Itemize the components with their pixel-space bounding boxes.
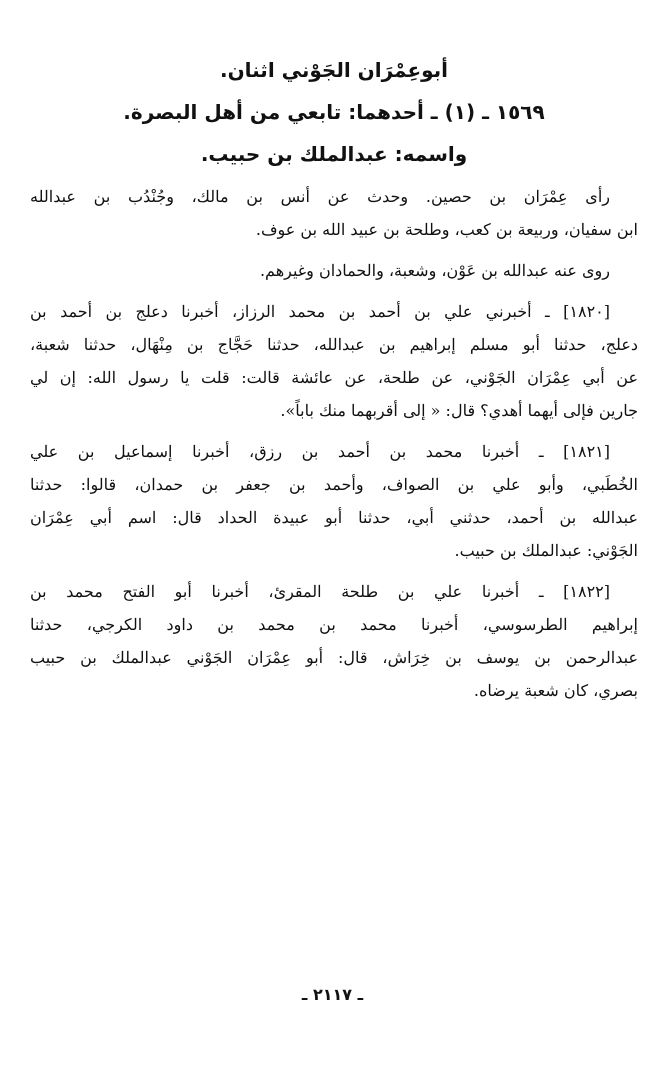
text-line: إبراهيم الطرسوسي، أخبرنا محمد بن محمد بن داود الكرجي، حدثنا	[30, 615, 638, 634]
paragraph-gap	[30, 567, 638, 575]
entry-heading: ١٥٦٩ ـ (١) ـ أحدهما: تابعي من أهل البصرة.	[123, 100, 545, 124]
paragraph	[30, 435, 638, 567]
page-number: ـ ٢١١٧ ـ	[301, 985, 364, 1004]
document-page	[30, 50, 638, 707]
text-line: بصري، كان شعبة يرضاه.	[473, 681, 638, 700]
text-line: [١٨٢٠] ـ أخبرني علي بن أحمد بن محمد الرزاز، أخبرنا دعلج بن أحمد بن	[30, 302, 610, 321]
page-title: أبوعِمْرَان الجَوْني اثنان.	[219, 58, 449, 82]
text-line: [١٨٢١] ـ أخبرنا محمد بن أحمد بن رزق، أخبرنا إسماعيل بن علي	[30, 442, 610, 461]
text-line: روى عنه عبدالله بن عَوْن، وشعبة، والحمادان وغيرهم.	[259, 261, 610, 280]
text-line: عبدالرحمن بن يوسف بن خِرَاش، قال: أبو عِمْرَان الجَوْني عبدالملك بن حبيب	[30, 648, 638, 667]
body-text	[30, 180, 638, 707]
text-line: عبدالله بن أحمد، حدثني أبي، حدثنا أبو عبيدة الحداد قال: اسم أبي عِمْرَان	[30, 508, 638, 527]
text-line: [١٨٢٢] ـ أخبرنا علي بن طلحة المقرئ، أخبرنا أبو الفتح محمد بن	[30, 582, 610, 601]
text-line: عن أبي عِمْرَان الجَوْني، عن طلحة، عن عائشة قالت: قلت يا رسول الله: إن لي	[30, 368, 638, 387]
text-line: جارين فإلى أيهما أهدي؟ قال: « إلى أقربهما منك باباً».	[280, 401, 638, 420]
text-line: الجَوْني: عبدالملك بن حبيب.	[454, 541, 638, 560]
text-line: ابن سفيان، وربيعة بن كعب، وطلحة بن عبيد الله بن عوف.	[255, 220, 638, 239]
text-line: الخُطَبي، وأبو علي بن الصواف، وأحمد بن جعفر بن حمدان، قالوا: حدثنا	[30, 475, 638, 494]
paragraph-gap	[30, 427, 638, 435]
paragraph	[30, 575, 638, 707]
paragraph-gap	[30, 246, 638, 254]
paragraph	[30, 254, 638, 287]
paragraph	[30, 295, 638, 427]
name-heading: واسمه: عبدالملك بن حبيب.	[200, 142, 468, 166]
paragraph	[30, 180, 638, 246]
text-line: رأى عِمْرَان بن حصين. وحدث عن أنس بن مالك، وجُنْدُب بن عبدالله	[30, 187, 610, 206]
text-line: دعلج، حدثنا أبو مسلم إبراهيم بن عبدالله، حدثنا حَجَّاج بن مِنْهَال، حدثنا شعبة،	[30, 335, 638, 354]
paragraph-gap	[30, 287, 638, 295]
